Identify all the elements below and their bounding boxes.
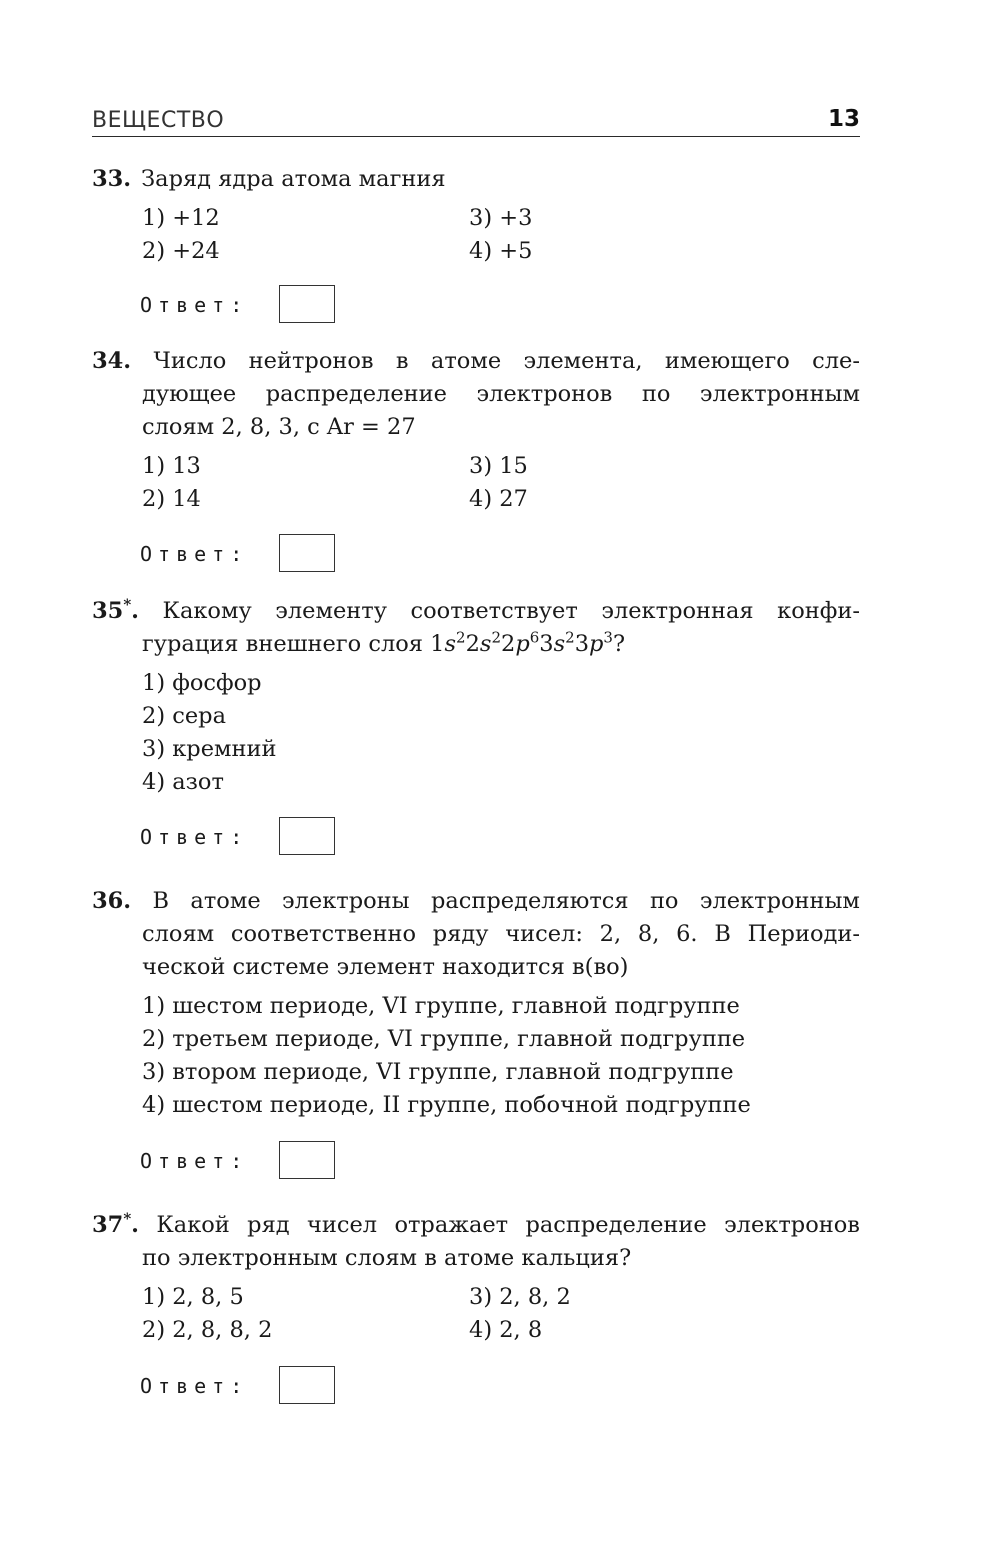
- option-1[interactable]: 1) +12: [142, 205, 220, 231]
- question-35-line-2: [92, 628, 860, 661]
- word: чисел:: [505, 921, 583, 947]
- option-2[interactable]: 2) сера: [142, 703, 226, 729]
- word: ряд: [247, 1212, 290, 1238]
- option-3[interactable]: 3) 15: [469, 453, 528, 479]
- word: по: [649, 888, 679, 914]
- word: имеющего: [664, 348, 790, 374]
- section-title: ВЕЩЕСТВО: [92, 108, 225, 133]
- answer-box-33[interactable]: [279, 285, 335, 323]
- options-list: [92, 667, 860, 799]
- question-35: [92, 595, 860, 799]
- question-number: 35*.: [92, 595, 140, 624]
- question-number: 37*.: [92, 1209, 140, 1238]
- question-34: [92, 345, 860, 516]
- word: чисел: [306, 1212, 378, 1238]
- question-number: 34.: [92, 348, 132, 374]
- word: в: [395, 348, 409, 374]
- word: атоме: [190, 888, 261, 914]
- answer-label: Ответ:: [140, 542, 249, 566]
- answer-box-36[interactable]: [279, 1141, 335, 1179]
- star-mark: *: [123, 1209, 132, 1228]
- options-grid: [92, 202, 860, 268]
- word: Какому: [162, 598, 252, 624]
- word: электронная: [601, 598, 754, 624]
- option-3[interactable]: 3) втором периоде, VI группе, главной подгруппе: [142, 1059, 734, 1085]
- word: Какой: [156, 1212, 230, 1238]
- question-36-line-1: [92, 885, 860, 918]
- answer-box-34[interactable]: [279, 534, 335, 572]
- question-34-line-3: слоям 2, 8, 3, с Ar = 27: [142, 414, 416, 440]
- answer-label: Ответ:: [140, 825, 249, 849]
- option-4[interactable]: 4) шестом периоде, II группе, побочной подгруппе: [142, 1092, 751, 1118]
- option-1[interactable]: 1) 13: [142, 453, 201, 479]
- option-3[interactable]: 3) 2, 8, 2: [469, 1284, 571, 1310]
- option-2[interactable]: 2) +24: [142, 238, 220, 264]
- question-37: [92, 1209, 860, 1347]
- word: 6.: [676, 921, 698, 947]
- word: конфи-: [777, 598, 860, 624]
- word: В: [152, 888, 170, 914]
- word: электронов: [476, 381, 613, 407]
- word: электронным: [699, 381, 860, 407]
- answer-label: Ответ:: [140, 1374, 249, 1398]
- word: Периоди-: [747, 921, 860, 947]
- word: ряду: [432, 921, 489, 947]
- option-1[interactable]: 1) фосфор: [142, 670, 262, 696]
- question-number: 36.: [92, 888, 132, 914]
- question-34-line-2: [92, 378, 860, 411]
- answer-label: Ответ:: [140, 1149, 249, 1173]
- page-header: [92, 104, 860, 137]
- star-mark: *: [123, 595, 132, 614]
- question-37-line-1: [92, 1209, 860, 1242]
- option-1[interactable]: 1) шестом периоде, VI группе, главной подгруппе: [142, 993, 740, 1019]
- page: [92, 0, 860, 1552]
- question-line: Заряд ядра атома магния: [141, 166, 446, 192]
- options-list: [92, 990, 860, 1122]
- option-4[interactable]: 4) 27: [469, 486, 528, 512]
- option-1[interactable]: 1) 2, 8, 5: [142, 1284, 244, 1310]
- word: атоме: [430, 348, 502, 374]
- word: распределяются: [430, 888, 629, 914]
- word: нейтронов: [248, 348, 374, 374]
- option-2[interactable]: 2) третьем периоде, VI группе, главной подгруппе: [142, 1026, 746, 1052]
- word: по: [641, 381, 671, 407]
- question-36-line-3: ческой системе элемент находится в(во): [142, 954, 629, 980]
- electron-configuration: $1s^22s^22p^63s^23p^3$?: [430, 628, 626, 657]
- word: Число: [153, 348, 227, 374]
- word: распределение: [525, 1212, 707, 1238]
- word: слоям: [142, 921, 215, 947]
- option-2[interactable]: 2) 2, 8, 8, 2: [142, 1317, 273, 1343]
- page-number: 13: [827, 106, 860, 132]
- question-37-line-2: по электронным слоям в атоме кальция?: [142, 1245, 632, 1271]
- word: сле-: [812, 348, 860, 374]
- answer-label: Ответ:: [140, 293, 249, 317]
- option-4[interactable]: 4) азот: [142, 769, 224, 795]
- options-grid: [92, 1281, 860, 1347]
- word: электроны: [282, 888, 410, 914]
- word: дующее: [142, 381, 237, 407]
- option-4[interactable]: 4) 2, 8: [469, 1317, 543, 1343]
- options-grid: [92, 450, 860, 516]
- question-33-text: [92, 163, 860, 196]
- option-2[interactable]: 2) 14: [142, 486, 201, 512]
- word: соответствует: [410, 598, 578, 624]
- word: элемента,: [523, 348, 643, 374]
- option-3[interactable]: 3) +3: [469, 205, 533, 231]
- word: элементу: [275, 598, 387, 624]
- question-34-line-1: [92, 345, 860, 378]
- word: распределение: [265, 381, 447, 407]
- question-36: [92, 885, 860, 1122]
- option-4[interactable]: 4) +5: [469, 238, 533, 264]
- question-number: 33.: [92, 166, 132, 192]
- answer-box-37[interactable]: [279, 1366, 335, 1404]
- question-line: гурация внешнего слоя: [142, 631, 431, 657]
- word: электронным: [699, 888, 860, 914]
- question-36-line-2: [92, 918, 860, 951]
- answer-box-35[interactable]: [279, 817, 335, 855]
- word: 2,: [599, 921, 622, 947]
- word: отражает: [394, 1212, 509, 1238]
- word: В: [714, 921, 731, 947]
- question-33: [92, 163, 860, 268]
- word: 8,: [637, 921, 660, 947]
- question-35-line-1: [92, 595, 860, 628]
- option-3[interactable]: 3) кремний: [142, 736, 277, 762]
- word: соответственно: [230, 921, 417, 947]
- word: электронов: [724, 1212, 860, 1238]
